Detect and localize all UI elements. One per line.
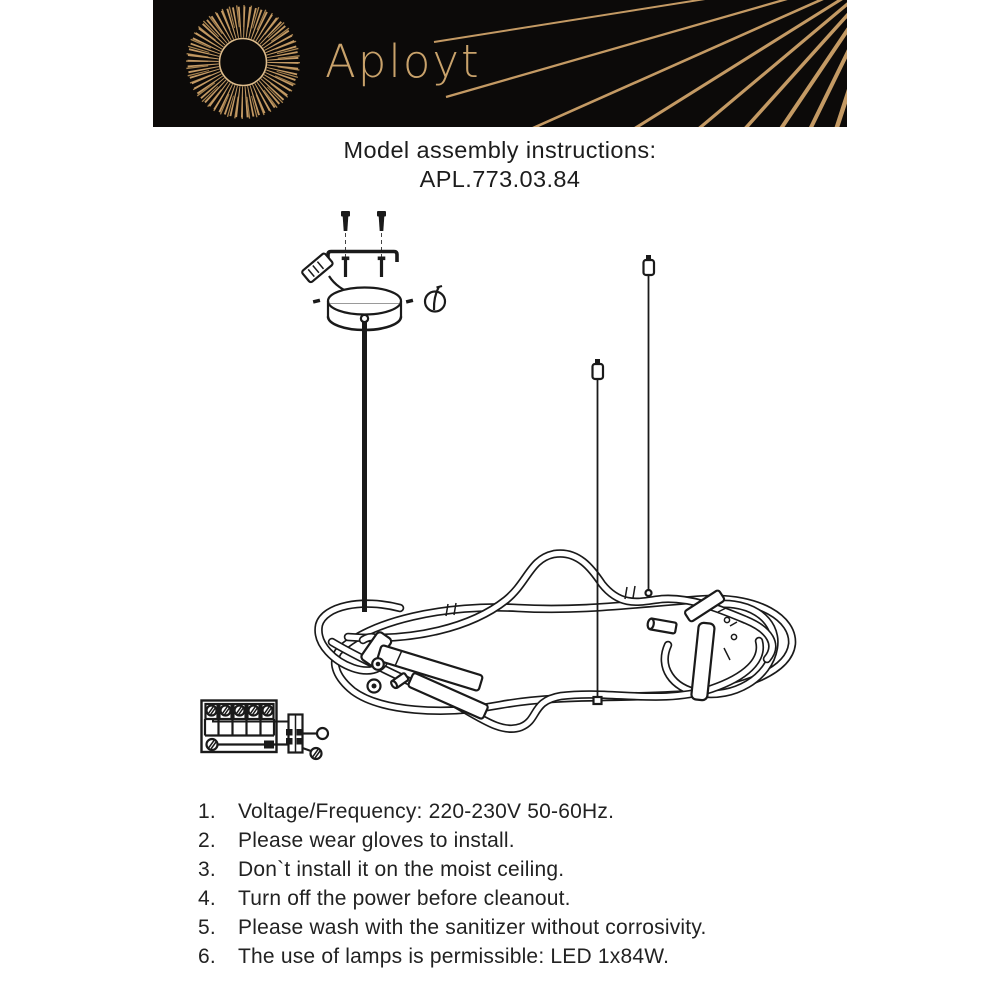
list-item — [198, 797, 898, 826]
ray-fan-icon — [434, 0, 847, 127]
item-text: Please wear gloves to install. — [238, 829, 515, 852]
lamp-fittings-right — [647, 590, 737, 701]
item-number: 6. — [198, 945, 216, 968]
cable-fitting-right — [644, 255, 655, 275]
terminal-block — [202, 701, 329, 760]
list-item — [198, 826, 898, 855]
banner-art — [153, 0, 847, 127]
brand-banner — [153, 0, 847, 127]
led-tube-chandelier — [319, 553, 793, 728]
lamp-fittings-left — [360, 631, 489, 720]
list-item — [198, 942, 898, 971]
instruction-list — [198, 797, 898, 971]
sunburst-icon — [197, 16, 289, 108]
ceiling-anchor-icons — [341, 211, 386, 276]
power-plug — [301, 253, 352, 294]
list-item — [198, 855, 898, 884]
mounting-bracket — [328, 252, 397, 263]
item-number: 5. — [198, 916, 216, 939]
page-title: Model assembly instructions: — [343, 137, 657, 163]
title-block — [0, 136, 1000, 194]
model-number: APL.773.03.84 — [419, 166, 581, 192]
brand-wordmark: Aployt — [325, 35, 481, 88]
item-text: Voltage/Frequency: 220-230V 50-60Hz. — [238, 800, 615, 823]
list-item — [198, 884, 898, 913]
item-text: Turn off the power before cleanout. — [238, 887, 571, 910]
screw-icons — [342, 257, 386, 278]
item-number: 2. — [198, 829, 216, 852]
cable-fitting-left — [593, 359, 604, 379]
item-text: Please wash with the sanitizer without corrosivity. — [238, 916, 707, 939]
item-text: Don`t install it on the moist ceiling. — [238, 858, 565, 881]
item-text: The use of lamps is permissible: LED 1x84W. — [238, 945, 670, 968]
item-number: 3. — [198, 858, 216, 881]
list-item — [198, 913, 898, 942]
item-number: 4. — [198, 887, 216, 910]
screw-head-symbol — [425, 286, 445, 312]
item-number: 1. — [198, 800, 216, 823]
ceiling-canopy — [313, 288, 414, 331]
suspension-cable-left — [594, 380, 602, 704]
suspension-cable-right — [646, 276, 652, 596]
